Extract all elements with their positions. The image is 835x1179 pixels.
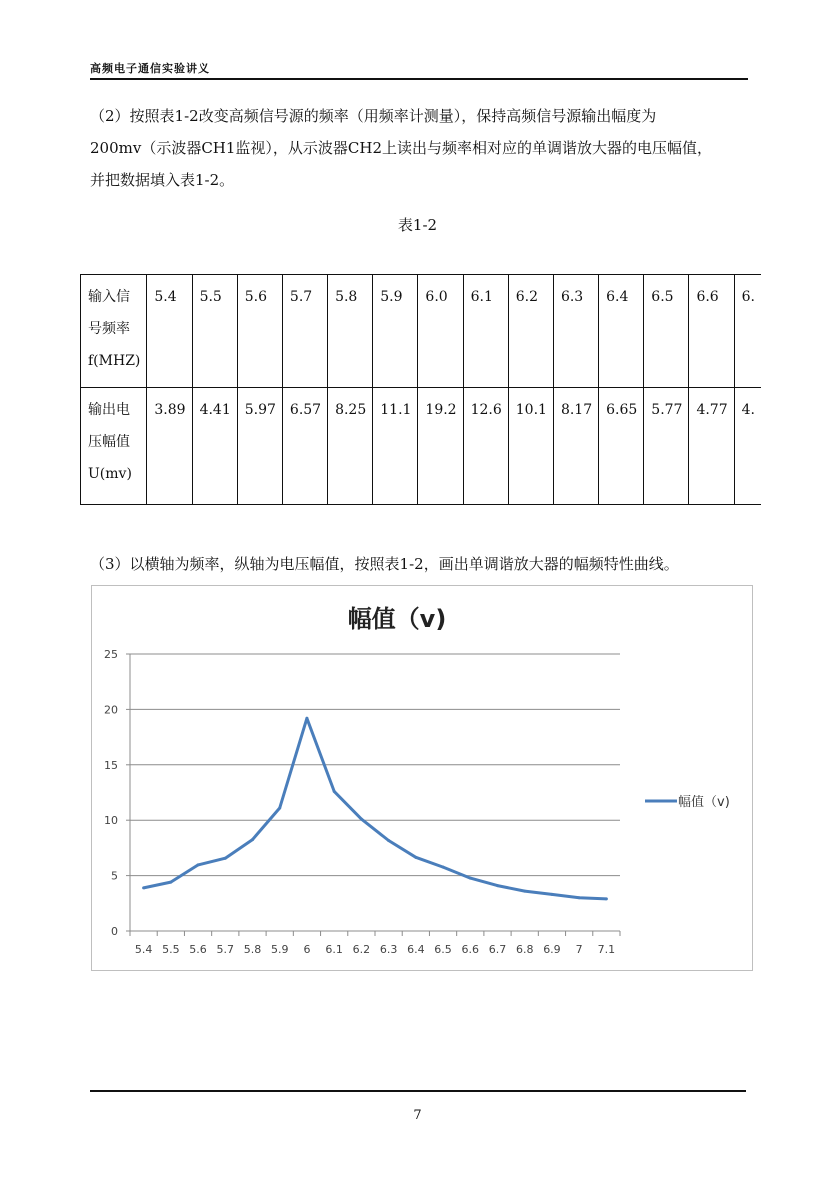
frequency-cell: 6.4 bbox=[599, 275, 644, 388]
frequency-cell: 6.0 bbox=[418, 275, 463, 388]
x-tick-label: 5.7 bbox=[216, 943, 235, 956]
frequency-cell: 6.3 bbox=[553, 275, 598, 388]
voltage-cell: 4. bbox=[734, 388, 761, 505]
instruction-paragraph-2 bbox=[90, 100, 760, 196]
frequency-header-line: 号频率 bbox=[88, 321, 130, 337]
x-tick-label: 5.6 bbox=[189, 943, 207, 956]
voltage-cell: 8.17 bbox=[553, 388, 598, 505]
data-point bbox=[605, 897, 608, 900]
chart-series bbox=[142, 717, 608, 901]
x-tick-label: 6.7 bbox=[488, 943, 507, 956]
data-point bbox=[578, 896, 581, 899]
y-tick-label: 20 bbox=[104, 703, 118, 717]
voltage-cell: 4.41 bbox=[192, 388, 237, 505]
chart-title: 幅值（v) bbox=[347, 605, 447, 633]
x-tick-label: 6.5 bbox=[434, 943, 452, 956]
frequency-cell: 5.6 bbox=[237, 275, 282, 388]
voltage-cell: 6.65 bbox=[599, 388, 644, 505]
x-tick-label: 7.1 bbox=[597, 943, 616, 956]
x-tick-labels bbox=[135, 943, 615, 956]
data-point bbox=[278, 807, 281, 810]
y-tick-label: 10 bbox=[104, 814, 118, 828]
x-tick-label: 6.3 bbox=[379, 943, 398, 956]
page-header-title: 高频电子通信实验讲义 bbox=[90, 62, 210, 75]
page-number: 7 bbox=[413, 1108, 422, 1123]
frequency-header-line: 输入信 bbox=[88, 289, 130, 305]
frequency-cell: 6.1 bbox=[463, 275, 508, 388]
voltage-row bbox=[81, 388, 761, 505]
data-point bbox=[333, 790, 336, 793]
data-point bbox=[251, 838, 254, 841]
frequency-cell: 6. bbox=[734, 275, 761, 388]
frequency-row bbox=[81, 275, 761, 388]
frequency-header-line: f(MHZ) bbox=[88, 353, 141, 369]
amplitude-frequency-chart bbox=[91, 585, 753, 971]
x-tick-label: 6.9 bbox=[543, 943, 561, 956]
x-tick-label: 6 bbox=[303, 943, 311, 956]
data-point bbox=[360, 818, 363, 821]
voltage-header-line: 压幅值 bbox=[88, 434, 130, 450]
y-tick-label: 5 bbox=[111, 869, 118, 883]
voltage-header-cell bbox=[81, 388, 147, 505]
data-point bbox=[414, 856, 417, 859]
frequency-cell: 6.2 bbox=[508, 275, 553, 388]
voltage-cell: 8.25 bbox=[328, 388, 373, 505]
x-tick-label: 5.4 bbox=[134, 943, 153, 956]
header-rule bbox=[90, 78, 748, 80]
voltage-cell: 3.89 bbox=[147, 388, 192, 505]
y-tick-label: 0 bbox=[111, 925, 118, 938]
instruction-line-3: 并把数据填入表1-2。 bbox=[90, 171, 235, 189]
data-point bbox=[305, 717, 308, 720]
voltage-cell: 6.57 bbox=[282, 388, 327, 505]
data-point bbox=[442, 866, 445, 869]
y-tick-label: 15 bbox=[104, 758, 118, 772]
data-point bbox=[197, 863, 200, 866]
frequency-cell: 5.4 bbox=[147, 275, 192, 388]
x-tick-label: 6.6 bbox=[461, 943, 480, 956]
instruction-line-1: （2）按照表1-2改变高频信号源的频率（用频率计测量），保持高频信号源输出幅度为 bbox=[90, 107, 657, 125]
frequency-cell: 5.8 bbox=[328, 275, 373, 388]
voltage-header-line: 输出电 bbox=[88, 402, 130, 418]
frequency-cell: 5.9 bbox=[373, 275, 418, 388]
data-point bbox=[550, 893, 553, 896]
x-tick-label: 6.2 bbox=[352, 943, 371, 956]
data-point bbox=[169, 881, 172, 884]
chart-gridlines bbox=[130, 654, 620, 876]
data-point bbox=[142, 886, 145, 889]
voltage-cell: 5.97 bbox=[237, 388, 282, 505]
chart-legend bbox=[645, 794, 730, 810]
x-tick-label: 5.9 bbox=[270, 943, 289, 956]
data-point bbox=[469, 877, 472, 880]
table-caption: 表1-2 bbox=[397, 216, 438, 234]
frequency-cell: 6.5 bbox=[644, 275, 689, 388]
legend-label: 幅值（v) bbox=[678, 795, 730, 810]
instruction-line-2: 200mv（示波器CH1监视），从示波器CH2上读出与频率相对应的单调谐放大器的电压幅值， bbox=[90, 139, 713, 157]
instruction-paragraph-3: （3）以横轴为频率，纵轴为电压幅值，按照表1-2，画出单调谐放大器的幅频特性曲线。 bbox=[90, 555, 679, 573]
x-tick-label: 5.5 bbox=[162, 943, 180, 956]
data-point bbox=[523, 890, 526, 893]
data-point bbox=[224, 857, 227, 860]
frequency-cell: 5.7 bbox=[282, 275, 327, 388]
voltage-cell: 11.1 bbox=[373, 388, 418, 505]
footer-rule bbox=[90, 1090, 746, 1092]
x-tick-label: 6.1 bbox=[325, 943, 343, 956]
x-tick-label: 7 bbox=[575, 943, 583, 956]
voltage-cell: 12.6 bbox=[463, 388, 508, 505]
frequency-cell: 6.6 bbox=[689, 275, 734, 388]
x-tick-label: 6.4 bbox=[407, 943, 425, 956]
frequency-voltage-table bbox=[80, 274, 761, 505]
voltage-cell: 4.77 bbox=[689, 388, 734, 505]
voltage-header-line: U(mv) bbox=[88, 466, 132, 482]
x-tick-label: 5.8 bbox=[243, 943, 262, 956]
frequency-cell: 5.5 bbox=[192, 275, 237, 388]
data-point bbox=[496, 884, 499, 887]
chart-canvas bbox=[92, 586, 752, 970]
y-tick-label: 25 bbox=[104, 648, 118, 661]
data-point bbox=[387, 839, 390, 842]
x-tick-label: 6.8 bbox=[515, 943, 534, 956]
series-line bbox=[144, 718, 607, 899]
voltage-cell: 10.1 bbox=[508, 388, 553, 505]
y-tick-labels bbox=[104, 648, 118, 938]
frequency-header-cell bbox=[81, 275, 147, 388]
voltage-cell: 19.2 bbox=[418, 388, 463, 505]
voltage-cell: 5.77 bbox=[644, 388, 689, 505]
